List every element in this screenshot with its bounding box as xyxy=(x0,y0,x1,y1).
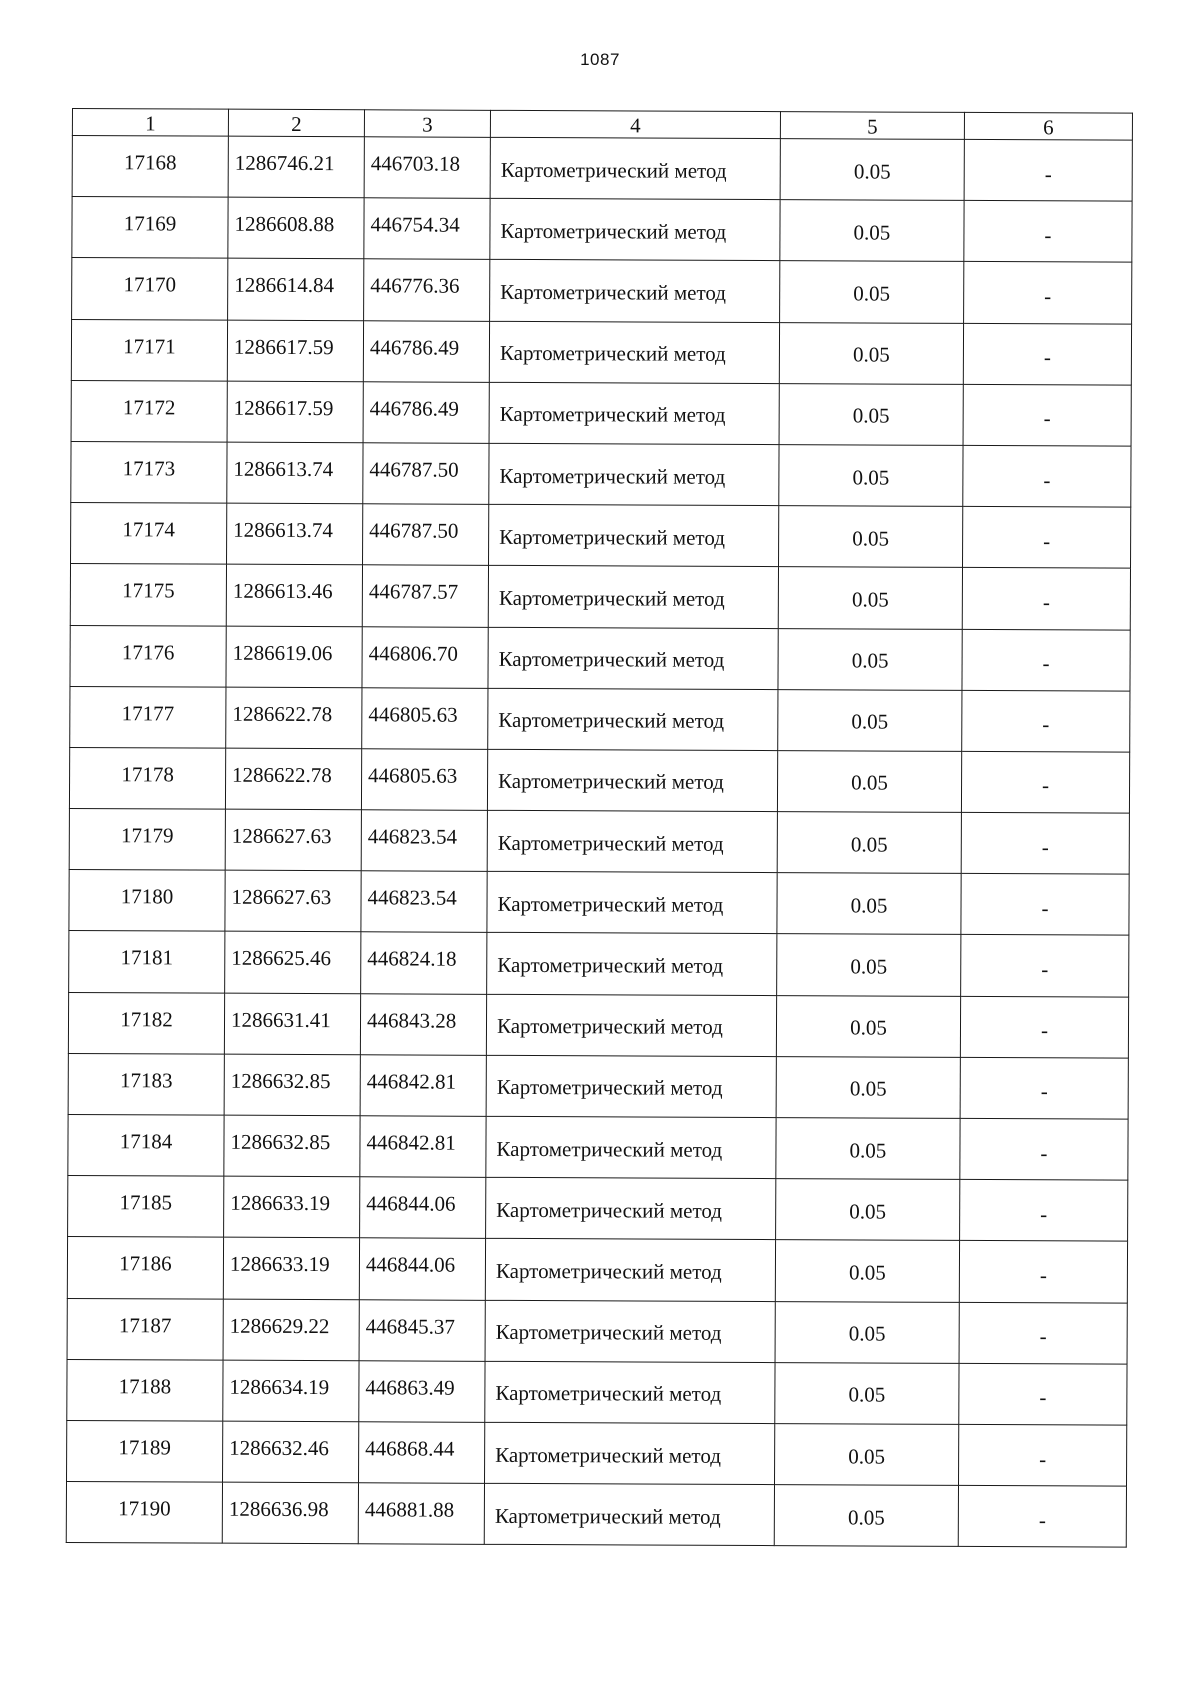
method-cell: Картометрический метод xyxy=(487,933,777,995)
note-cell: - xyxy=(964,139,1132,201)
accuracy-cell: 0.05 xyxy=(777,873,961,935)
point-number-cell: 17168 xyxy=(72,136,228,198)
y-coordinate-cell: 446845.37 xyxy=(359,1299,485,1361)
point-number-cell: 17174 xyxy=(71,503,227,565)
accuracy-cell: 0.05 xyxy=(779,322,963,384)
header-col-2: 2 xyxy=(228,109,364,137)
x-coordinate-cell: 1286633.19 xyxy=(224,1176,360,1238)
y-coordinate-cell: 446787.50 xyxy=(363,443,489,505)
method-cell: Картометрический метод xyxy=(488,566,778,628)
method-cell: Картометрический метод xyxy=(485,1361,775,1423)
y-coordinate-cell: 446844.06 xyxy=(360,1177,486,1239)
method-cell: Картометрический метод xyxy=(488,688,778,750)
point-number-cell: 17170 xyxy=(72,258,228,320)
x-coordinate-cell: 1286633.19 xyxy=(223,1238,359,1300)
point-number-cell: 17189 xyxy=(67,1420,223,1482)
note-cell: - xyxy=(963,507,1131,569)
x-coordinate-cell: 1286613.74 xyxy=(227,442,363,504)
method-cell: Картометрический метод xyxy=(489,443,779,505)
note-cell: - xyxy=(963,323,1131,385)
y-coordinate-cell: 446805.63 xyxy=(361,749,487,811)
accuracy-cell: 0.05 xyxy=(777,750,961,812)
x-coordinate-cell: 1286617.59 xyxy=(227,320,363,382)
y-coordinate-cell: 446787.57 xyxy=(362,565,488,627)
accuracy-cell: 0.05 xyxy=(780,200,964,262)
header-col-1: 1 xyxy=(72,109,228,137)
note-cell: - xyxy=(962,690,1130,752)
x-coordinate-cell: 1286622.78 xyxy=(225,748,361,810)
point-number-cell: 17178 xyxy=(69,747,225,809)
y-coordinate-cell: 446823.54 xyxy=(361,871,487,933)
note-cell: - xyxy=(958,1486,1126,1548)
method-cell: Картометрический метод xyxy=(489,504,779,566)
method-cell: Картометрический метод xyxy=(486,994,776,1056)
method-cell: Картометрический метод xyxy=(484,1483,774,1545)
table-row xyxy=(70,686,1130,752)
table-row xyxy=(69,809,1129,875)
x-coordinate-cell: 1286632.85 xyxy=(224,1054,360,1116)
note-cell: - xyxy=(962,568,1130,630)
x-coordinate-cell: 1286632.46 xyxy=(223,1421,359,1483)
method-cell: Картометрический метод xyxy=(490,260,780,322)
method-cell: Картометрический метод xyxy=(488,627,778,689)
header-col-3: 3 xyxy=(364,110,490,138)
table-row xyxy=(71,380,1131,446)
x-coordinate-cell: 1286636.98 xyxy=(222,1482,358,1544)
accuracy-cell: 0.05 xyxy=(775,1240,959,1302)
note-cell: - xyxy=(959,1363,1127,1425)
accuracy-cell: 0.05 xyxy=(775,1301,959,1363)
table-row xyxy=(69,870,1129,936)
table-row xyxy=(68,1176,1128,1242)
table-row xyxy=(69,931,1129,997)
point-number-cell: 17176 xyxy=(70,625,226,687)
note-cell: - xyxy=(960,996,1128,1058)
point-number-cell: 17175 xyxy=(70,564,226,626)
point-number-cell: 17180 xyxy=(69,870,225,932)
point-number-cell: 17187 xyxy=(67,1298,223,1360)
x-coordinate-cell: 1286634.19 xyxy=(223,1360,359,1422)
note-cell: - xyxy=(964,262,1132,324)
point-number-cell: 17181 xyxy=(69,931,225,993)
y-coordinate-cell: 446881.88 xyxy=(358,1483,484,1545)
accuracy-cell: 0.05 xyxy=(774,1485,958,1547)
table-row xyxy=(67,1237,1127,1303)
point-number-cell: 17171 xyxy=(71,319,227,381)
table-row xyxy=(67,1420,1127,1486)
accuracy-cell: 0.05 xyxy=(778,628,962,690)
point-number-cell: 17173 xyxy=(71,441,227,503)
accuracy-cell: 0.05 xyxy=(776,1179,960,1241)
accuracy-cell: 0.05 xyxy=(775,1362,959,1424)
x-coordinate-cell: 1286619.06 xyxy=(226,626,362,688)
note-cell: - xyxy=(958,1424,1126,1486)
method-cell: Картометрический метод xyxy=(485,1239,775,1301)
point-number-cell: 17184 xyxy=(68,1114,224,1176)
method-cell: Картометрический метод xyxy=(489,382,779,444)
point-number-cell: 17190 xyxy=(66,1482,222,1544)
table-row xyxy=(72,197,1132,263)
x-coordinate-cell: 1286627.63 xyxy=(225,809,361,871)
y-coordinate-cell: 446842.81 xyxy=(360,1116,486,1178)
method-cell: Картометрический метод xyxy=(486,1116,776,1178)
x-coordinate-cell: 1286629.22 xyxy=(223,1299,359,1361)
y-coordinate-cell: 446842.81 xyxy=(360,1055,486,1117)
note-cell: - xyxy=(961,874,1129,936)
x-coordinate-cell: 1286632.85 xyxy=(224,1115,360,1177)
table-row xyxy=(66,1482,1126,1548)
y-coordinate-cell: 446703.18 xyxy=(364,137,490,199)
y-coordinate-cell: 446844.06 xyxy=(359,1238,485,1300)
x-coordinate-cell: 1286617.59 xyxy=(227,381,363,443)
method-cell: Картометрический метод xyxy=(490,199,780,261)
accuracy-cell: 0.05 xyxy=(778,567,962,629)
y-coordinate-cell: 446823.54 xyxy=(361,810,487,872)
point-number-cell: 17188 xyxy=(67,1359,223,1421)
note-cell: - xyxy=(963,384,1131,446)
y-coordinate-cell: 446776.36 xyxy=(364,259,490,321)
x-coordinate-cell: 1286631.41 xyxy=(224,993,360,1055)
method-cell: Картометрический метод xyxy=(487,810,777,872)
accuracy-cell: 0.05 xyxy=(777,812,961,874)
header-col-5: 5 xyxy=(780,112,964,140)
method-cell: Картометрический метод xyxy=(485,1300,775,1362)
point-number-cell: 17169 xyxy=(72,197,228,259)
y-coordinate-cell: 446806.70 xyxy=(362,626,488,688)
note-cell: - xyxy=(960,1180,1128,1242)
note-cell: - xyxy=(961,812,1129,874)
page-number: 1087 xyxy=(580,50,620,69)
y-coordinate-cell: 446754.34 xyxy=(364,198,490,260)
note-cell: - xyxy=(961,935,1129,997)
x-coordinate-cell: 1286746.21 xyxy=(228,136,364,198)
point-number-cell: 17177 xyxy=(70,686,226,748)
y-coordinate-cell: 446805.63 xyxy=(362,687,488,749)
point-number-cell: 17185 xyxy=(68,1176,224,1238)
point-number-cell: 17172 xyxy=(71,380,227,442)
table-body xyxy=(66,136,1132,1548)
y-coordinate-cell: 446843.28 xyxy=(360,993,486,1055)
method-cell: Картометрический метод xyxy=(486,1178,776,1240)
note-cell: - xyxy=(960,1118,1128,1180)
accuracy-cell: 0.05 xyxy=(779,506,963,568)
accuracy-cell: 0.05 xyxy=(776,1056,960,1118)
note-cell: - xyxy=(959,1302,1127,1364)
table-row xyxy=(71,441,1131,507)
x-coordinate-cell: 1286613.74 xyxy=(227,503,363,565)
x-coordinate-cell: 1286608.88 xyxy=(228,197,364,259)
coordinates-table xyxy=(66,108,1133,1548)
accuracy-cell: 0.05 xyxy=(777,934,961,996)
table-row xyxy=(68,1053,1128,1119)
accuracy-cell: 0.05 xyxy=(774,1424,958,1486)
table-row xyxy=(72,258,1132,324)
y-coordinate-cell: 446786.49 xyxy=(363,320,489,382)
table-row xyxy=(67,1359,1127,1425)
accuracy-cell: 0.05 xyxy=(776,995,960,1057)
point-number-cell: 17183 xyxy=(68,1053,224,1115)
y-coordinate-cell: 446786.49 xyxy=(363,382,489,444)
accuracy-cell: 0.05 xyxy=(779,445,963,507)
method-cell: Картометрический метод xyxy=(487,749,777,811)
method-cell: Картометрический метод xyxy=(486,1055,776,1117)
table-row xyxy=(70,564,1130,630)
x-coordinate-cell: 1286614.84 xyxy=(228,259,364,321)
point-number-cell: 17179 xyxy=(69,809,225,871)
accuracy-cell: 0.05 xyxy=(779,383,963,445)
note-cell: - xyxy=(960,1057,1128,1119)
accuracy-cell: 0.05 xyxy=(778,689,962,751)
table-row xyxy=(69,747,1129,813)
x-coordinate-cell: 1286625.46 xyxy=(225,932,361,994)
y-coordinate-cell: 446863.49 xyxy=(359,1361,485,1423)
table-row xyxy=(67,1298,1127,1364)
x-coordinate-cell: 1286613.46 xyxy=(226,564,362,626)
table-row xyxy=(71,319,1131,385)
y-coordinate-cell: 446824.18 xyxy=(361,932,487,994)
coordinates-table-container xyxy=(66,108,1133,1548)
x-coordinate-cell: 1286622.78 xyxy=(226,687,362,749)
method-cell: Картометрический метод xyxy=(485,1422,775,1484)
table-row xyxy=(72,136,1132,202)
method-cell: Картометрический метод xyxy=(489,321,779,383)
accuracy-cell: 0.05 xyxy=(780,261,964,323)
note-cell: - xyxy=(959,1241,1127,1303)
table-row xyxy=(70,625,1130,691)
y-coordinate-cell: 446868.44 xyxy=(359,1422,485,1484)
note-cell: - xyxy=(961,751,1129,813)
method-cell: Картометрический метод xyxy=(490,137,780,199)
table-row xyxy=(68,992,1128,1058)
note-cell: - xyxy=(962,629,1130,691)
header-col-6: 6 xyxy=(964,112,1132,140)
accuracy-cell: 0.05 xyxy=(776,1118,960,1180)
x-coordinate-cell: 1286627.63 xyxy=(225,870,361,932)
note-cell: - xyxy=(964,201,1132,263)
point-number-cell: 17186 xyxy=(67,1237,223,1299)
table-row xyxy=(68,1114,1128,1180)
method-cell: Картометрический метод xyxy=(487,872,777,934)
y-coordinate-cell: 446787.50 xyxy=(363,504,489,566)
accuracy-cell: 0.05 xyxy=(780,139,964,201)
note-cell: - xyxy=(963,445,1131,507)
table-row xyxy=(71,503,1131,569)
header-col-4: 4 xyxy=(490,110,780,138)
point-number-cell: 17182 xyxy=(68,992,224,1054)
